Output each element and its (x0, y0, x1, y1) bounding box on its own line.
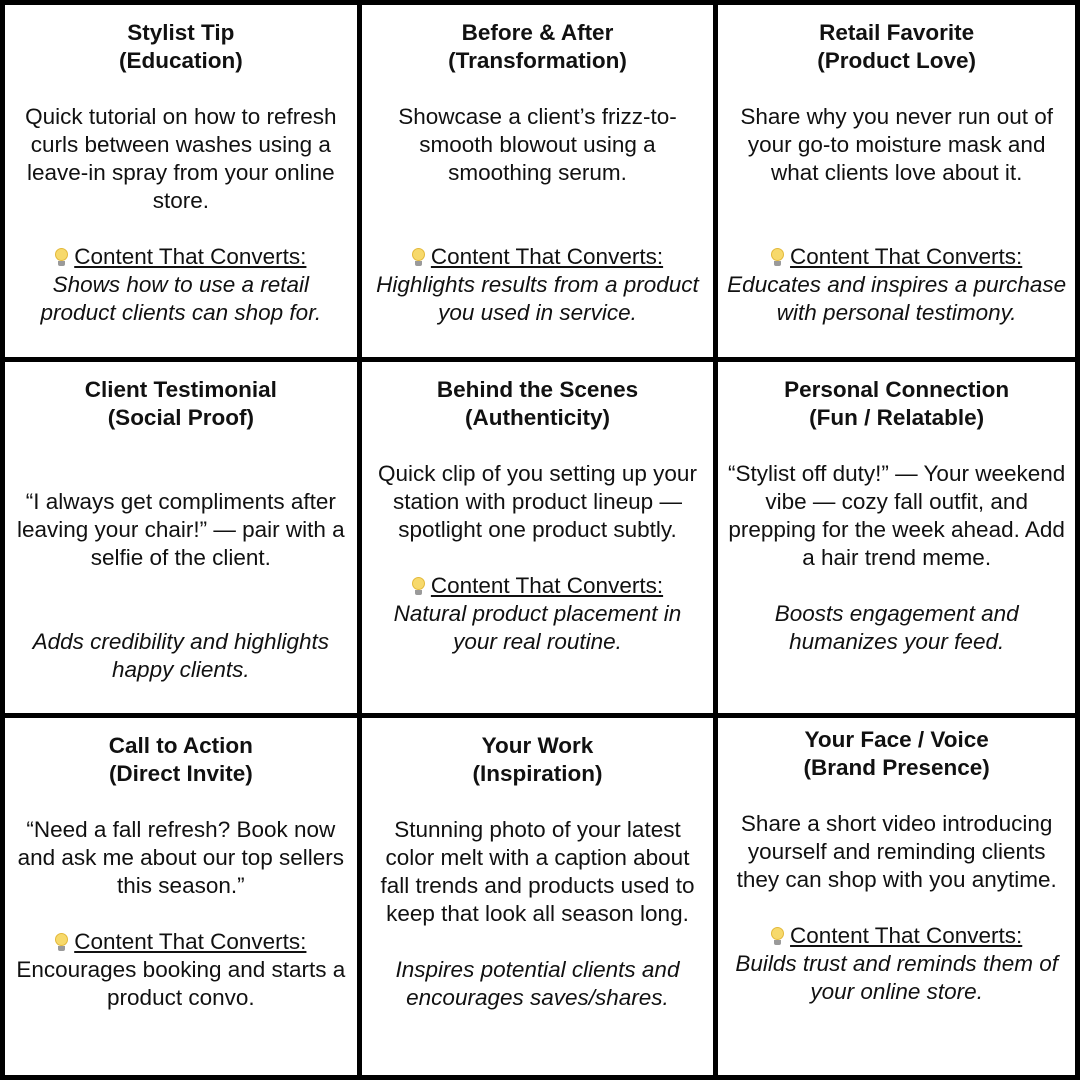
tip-text: Shows how to use a retail product clients can shop for. (40, 272, 322, 325)
card-body: Quick tutorial on how to refresh curls between washes using a leave-in spray from your online store. (25, 104, 337, 213)
card-tip (726, 243, 1067, 327)
tip-text: Highlights results from a product you used in service. (376, 272, 699, 325)
card-title: Behind the Scenes (Authenticity) (436, 376, 639, 430)
card-your-work (362, 718, 719, 1075)
card-behind-the-scenes (362, 362, 719, 719)
card-title: Client Testimonial (Social Proof) (84, 376, 277, 430)
card-call-to-action (5, 718, 362, 1075)
card-body: “I always get compliments after leaving your chair!” — pair with a selfie of the client. (17, 488, 345, 570)
card-body: Share a short video introducing yourself and reminding clients they can shop with you anytime. (736, 811, 1057, 893)
tip-text: Encourages booking and starts a product convo. (16, 957, 346, 1011)
card-title: Your Work (Inspiration) (472, 733, 603, 787)
card-title: Call to Action (Direct Invite) (108, 733, 253, 787)
card-body: “Stylist off duty!” — Your weekend vibe — cozy fall outfit, and prepping for the week ahead. Add a hair trend meme. (728, 460, 1066, 570)
card-body: “Need a fall refresh? Book now and ask me about our top sellers this season.” (17, 817, 345, 899)
tip-text: Adds credibility and highlights happy clients. (32, 628, 330, 682)
tip-label: Content That Converts: (430, 572, 664, 598)
card-body: Share why you never run out of your go-to moisture mask and what clients love about it. (740, 104, 1053, 185)
lightbulb-icon (412, 577, 425, 595)
tip-text: Boosts engagement and humanizes your feed. (774, 600, 1019, 654)
card-title: Retail Favorite (Product Love) (817, 20, 977, 73)
lightbulb-icon (771, 927, 784, 945)
card-personal-connection (718, 362, 1075, 719)
tip-text: Builds trust and reminds them of your online store. (735, 951, 1058, 1005)
card-tip (13, 928, 349, 1012)
tip-label: Content That Converts: (74, 929, 307, 955)
card-title: Stylist Tip (Education) (118, 20, 243, 73)
tip-text: Natural product placement in your real routine. (393, 600, 682, 654)
tip-label: Content That Converts: (790, 244, 1023, 269)
tip-label: Content That Converts: (430, 244, 664, 269)
tip-text: Inspires potential clients and encourages saves/shares. (395, 957, 680, 1011)
card-before-after (362, 5, 719, 362)
tip-text: Educates and inspires a purchase with personal testimony. (727, 272, 1067, 325)
card-your-face-voice (718, 718, 1075, 1075)
card-tip (726, 922, 1067, 1006)
tip-label: Content That Converts: (74, 244, 307, 269)
card-body: Showcase a client’s frizz-to-smooth blowout using a smoothing serum. (398, 104, 677, 185)
card-title: Before & After (Transformation) (448, 20, 627, 73)
lightbulb-icon (771, 248, 784, 266)
lightbulb-icon (55, 248, 68, 266)
tip-label: Content That Converts: (790, 923, 1023, 949)
lightbulb-icon (412, 248, 425, 266)
card-tip (370, 243, 706, 327)
card-body: Stunning photo of your latest color melt with a caption about fall trends and products used to keep that look all season long. (380, 817, 695, 927)
card-stylist-tip (5, 5, 362, 362)
card-title: Personal Connection (Fun / Relatable) (784, 376, 1010, 430)
card-body: Quick clip of you setting up your station with product lineup — spotlight one product subtly. (378, 460, 697, 542)
card-title: Your Face / Voice (Brand Presence) (803, 727, 990, 781)
card-retail-favorite (718, 5, 1075, 362)
lightbulb-icon (55, 933, 68, 951)
card-client-testimonial (5, 362, 362, 719)
card-tip (370, 572, 706, 656)
card-tip (13, 243, 349, 327)
